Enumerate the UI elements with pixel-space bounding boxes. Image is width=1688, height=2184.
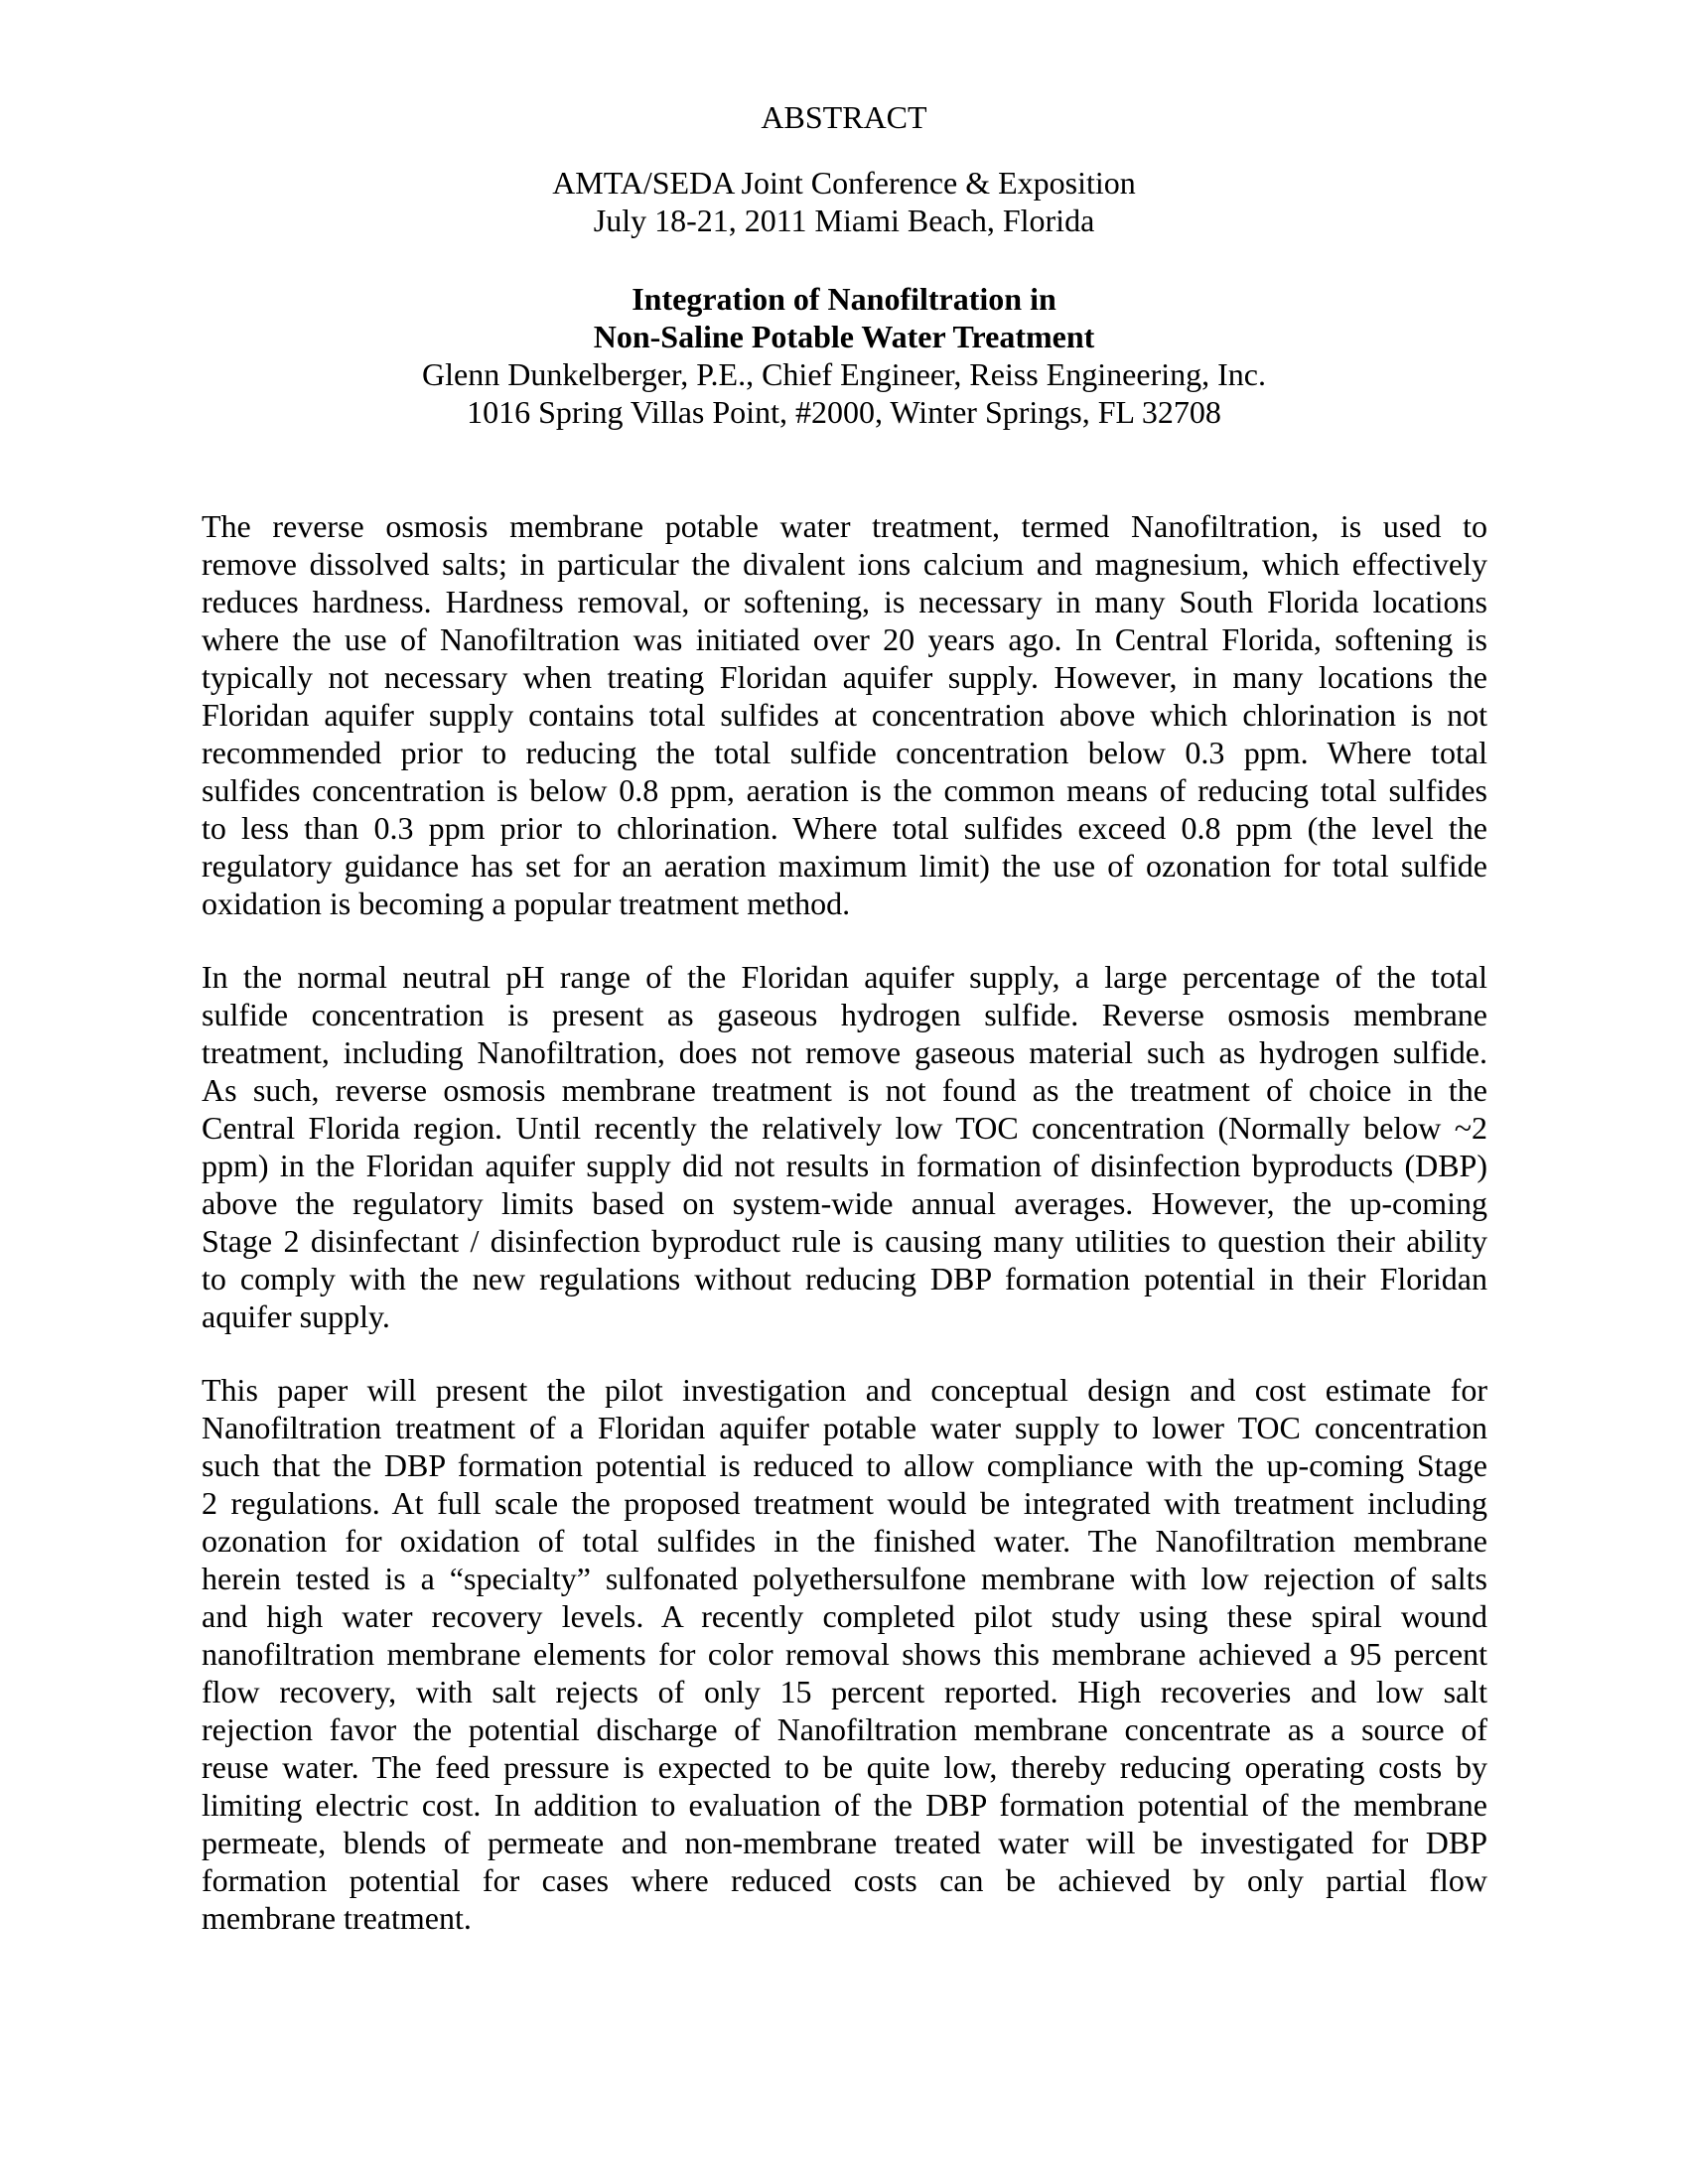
text-line: oxidation is becoming a popular treatment method.: [202, 886, 851, 921]
text-line: typically not necessary when treating Floridan aquifer supply. However, in many locations the: [202, 659, 1487, 695]
text-line: where the use of Nanofiltration was initiated over 20 years ago. In Central Florida, softening is: [202, 621, 1487, 657]
text-line: such that the DBP formation potential is reduced to allow compliance with the up-coming Stage: [202, 1447, 1487, 1483]
text-line: sulfide concentration is present as gaseous hydrogen sulfide. Reverse osmosis membrane: [202, 997, 1487, 1032]
text-line: permeate, blends of permeate and non-membrane treated water will be investigated for DBP: [202, 1825, 1487, 1860]
text-line: Stage 2 disinfectant / disinfection byproduct rule is causing many utilities to question their ability: [202, 1223, 1487, 1259]
text-line: Floridan aquifer supply contains total sulfides at concentration above which chlorination is not: [202, 697, 1487, 733]
text-line: nanofiltration membrane elements for color removal shows this membrane achieved a 95 percent: [202, 1636, 1487, 1672]
text-line: Nanofiltration treatment of a Floridan aquifer potable water supply to lower TOC concentration: [202, 1410, 1487, 1445]
text-line: reduces hardness. Hardness removal, or softening, is necessary in many South Florida locations: [202, 584, 1487, 619]
text-line: to less than 0.3 ppm prior to chlorination. Where total sulfides exceed 0.8 ppm (the level the: [202, 810, 1487, 846]
paragraph-1: [202, 507, 1487, 922]
text-line: rejection favor the potential discharge of Nanofiltration membrane concentrate as a source of: [202, 1711, 1487, 1747]
text-line: and high water recovery levels. A recently completed pilot study using these spiral wound: [202, 1598, 1487, 1634]
text-line: membrane treatment.: [202, 1900, 472, 1936]
conference-name: AMTA/SEDA Joint Conference & Exposition: [552, 165, 1136, 201]
text-line: formation potential for cases where reduced costs can be achieved by only partial flow: [202, 1862, 1487, 1898]
text-line: remove dissolved salts; in particular the divalent ions calcium and magnesium, which effectively: [202, 546, 1487, 582]
author-address: 1016 Spring Villas Point, #2000, Winter Springs, FL 32708: [467, 394, 1221, 430]
text-line: reuse water. The feed pressure is expected to be quite low, thereby reducing operating costs by: [202, 1749, 1487, 1785]
text-line: sulfides concentration is below 0.8 ppm, aeration is the common means of reducing total sulfides: [202, 772, 1487, 808]
paragraph-2: [202, 958, 1487, 1335]
text-line: flow recovery, with salt rejects of only 15 percent reported. High recoveries and low salt: [202, 1674, 1487, 1709]
text-line: limiting electric cost. In addition to evaluation of the DBP formation potential of the membrane: [202, 1787, 1487, 1823]
text-line: The reverse osmosis membrane potable water treatment, termed Nanofiltration, is used to: [202, 508, 1487, 544]
paragraph-3: [202, 1371, 1487, 1937]
text-line: to comply with the new regulations without reducing DBP formation potential in their Floridan: [202, 1261, 1487, 1297]
abstract-body: [202, 507, 1487, 1937]
text-line: above the regulatory limits based on system-wide annual averages. However, the up-coming: [202, 1185, 1487, 1221]
text-line: Central Florida region. Until recently the relatively low TOC concentration (Normally below ~2: [202, 1110, 1487, 1146]
document-header: [0, 0, 1688, 431]
text-line: ozonation for oxidation of total sulfides in the finished water. The Nanofiltration membrane: [202, 1523, 1487, 1559]
text-line: aquifer supply.: [202, 1298, 390, 1334]
paper-title-line-2: Non-Saline Potable Water Treatment: [593, 319, 1095, 354]
text-line: 2 regulations. At full scale the proposed treatment would be integrated with treatment including: [202, 1485, 1487, 1521]
text-line: ppm) in the Floridan aquifer supply did not results in formation of disinfection byproducts (DBP): [202, 1148, 1487, 1183]
paper-title-line-1: Integration of Nanofiltration in: [632, 281, 1056, 317]
text-line: As such, reverse osmosis membrane treatment is not found as the treatment of choice in the: [202, 1072, 1487, 1108]
conference-date-location: July 18-21, 2011 Miami Beach, Florida: [593, 203, 1095, 238]
abstract-heading: ABSTRACT: [761, 99, 927, 135]
text-line: herein tested is a “specialty” sulfonated polyethersulfone membrane with low rejection of salts: [202, 1561, 1487, 1596]
text-line: recommended prior to reducing the total sulfide concentration below 0.3 ppm. Where total: [202, 735, 1487, 770]
text-line: In the normal neutral pH range of the Floridan aquifer supply, a large percentage of the total: [202, 959, 1487, 995]
author-line: Glenn Dunkelberger, P.E., Chief Engineer, Reiss Engineering, Inc.: [422, 356, 1266, 392]
text-line: regulatory guidance has set for an aeration maximum limit) the use of ozonation for total sulfide: [202, 848, 1487, 884]
text-line: This paper will present the pilot investigation and conceptual design and cost estimate for: [202, 1372, 1487, 1408]
text-line: treatment, including Nanofiltration, does not remove gaseous material such as hydrogen sulfide.: [202, 1034, 1487, 1070]
